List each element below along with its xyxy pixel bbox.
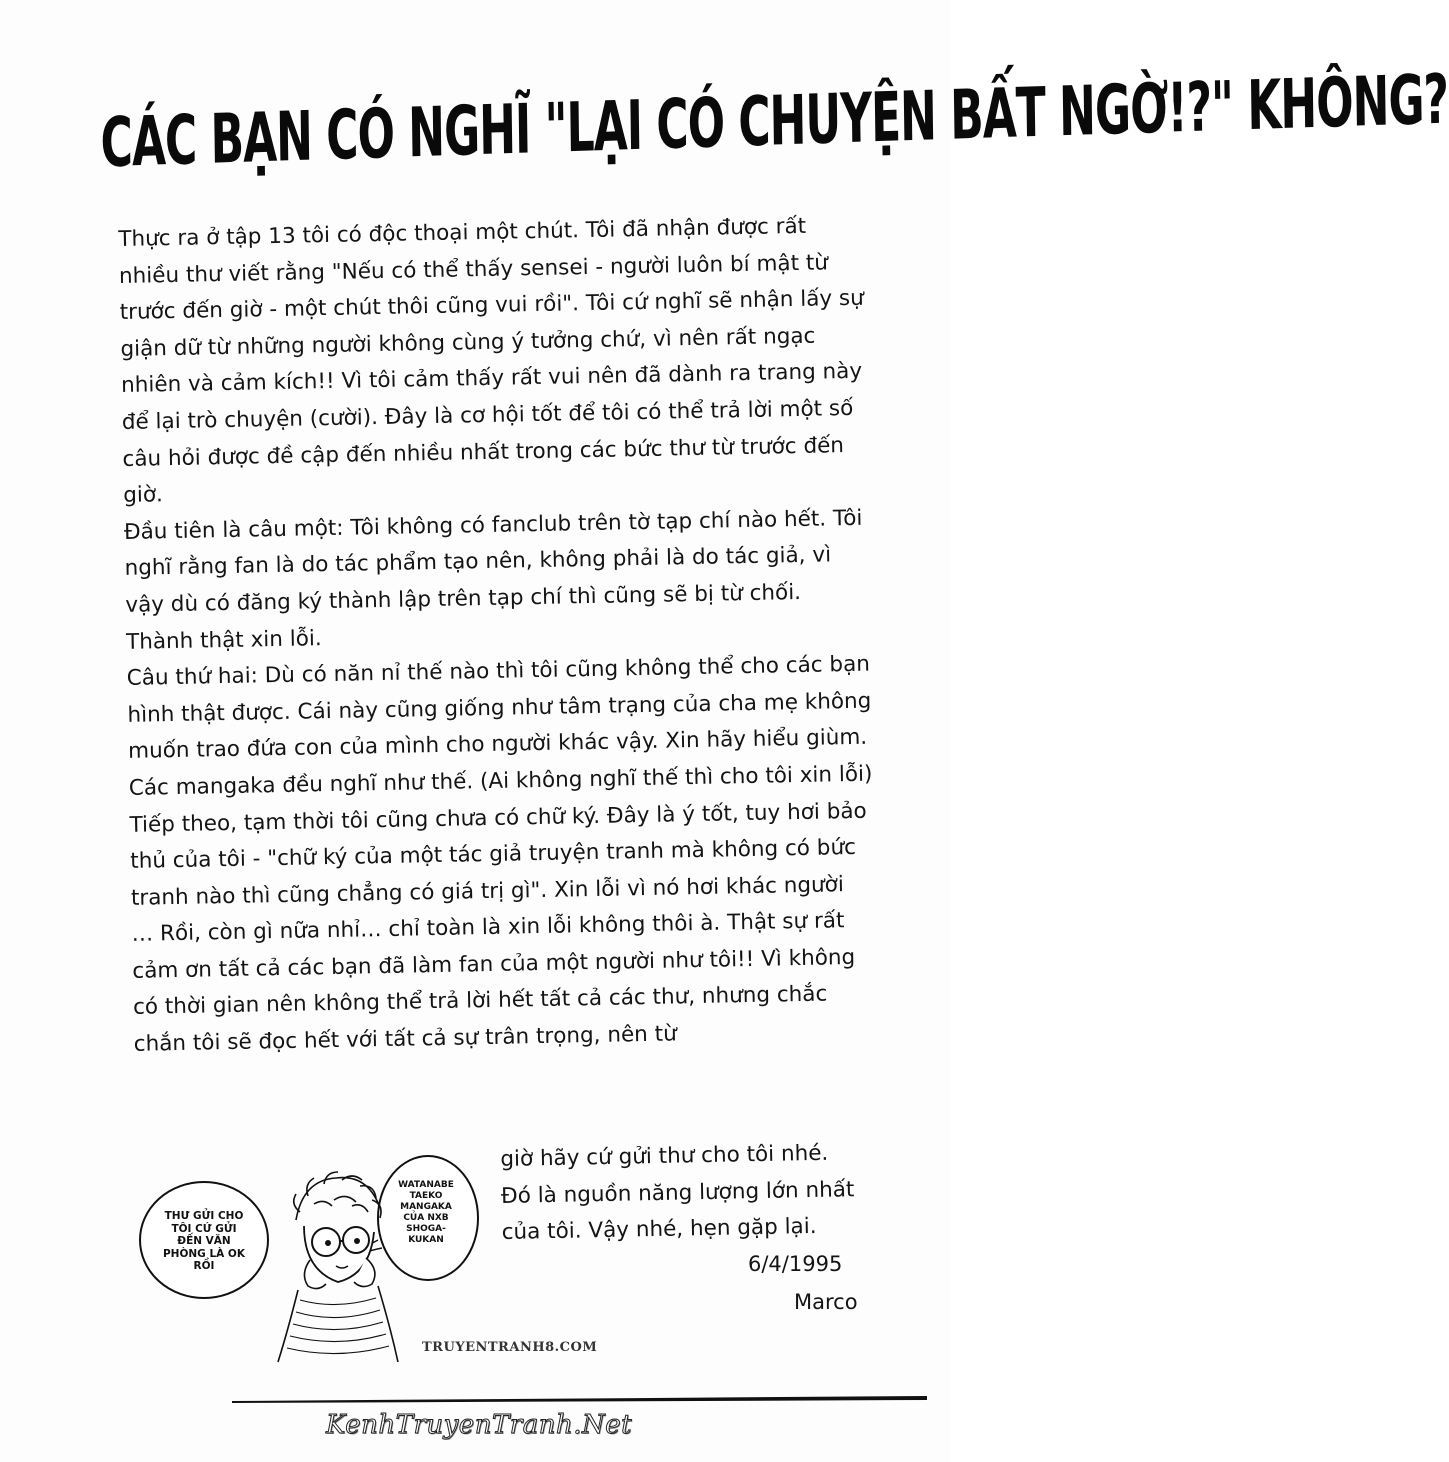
closing-line: của tôi. Vậy nhé, hẹn gặp lại. (501, 1214, 817, 1246)
paragraph-autograph: Tiếp theo, tạm thời tôi cũng chưa có chữ ký. Đây là ý tốt, tuy hơi bảo thủ của tôi - "chữ ký của một tác giả truyện tranh mà không có bức tranh nào thì cũng chẳng có giá trị gì". Xin lỗi vì nó hơi khác người (129, 798, 867, 911)
author-caricature (128, 1150, 498, 1365)
sweater-stripes (287, 1298, 389, 1354)
closing-lines (500, 1135, 882, 1252)
paragraph-photo: Câu thứ hai: Dù có năn nỉ thế nào thì tôi cũng không thể cho các bạn hình thật được. Cái này cũng giống như tâm trạng của cha mẹ không muốn trao đứa con của mình cho người khác vậy. Xin hãy hiểu giùm. Các mangaka đều nghĩ như thế. (Ai không nghĩ thế thì cho tôi xin lỗi) (126, 651, 873, 801)
speech-bubble-right-text: WATANABE TAEKO MANGAKA CỦA NXB SHOGA-KUKAN (398, 1180, 454, 1245)
page-divider (232, 1395, 927, 1403)
paragraph-intro: Thực ra ở tập 13 tôi có độc thoại một chút. Tôi đã nhận được rất nhiều thư viết rằng "Nếu có thể thấy sensei - người luôn bí mật từ trước đến giờ - một chút thôi cũng vui rồi". Tôi cứ nghĩ sẽ nhận lấy sự giận dữ từ những người không cùng ý tưởng chứ, vì nên rất ngạc nhiên và cảm kích!! Vì tôi cảm thấy rất vui nên đã dành ra trang này để lại trò chuyện (cười). Đây là cơ hội tốt để tôi có thể trả lời một số câu hỏi được đề cập đến nhiều nhất trong các bức thư từ trước đến giờ. (118, 213, 865, 509)
author-signature: Marco (794, 1290, 858, 1314)
hair-drawing (294, 1172, 381, 1220)
closing-line: giờ hãy cứ gửi thư cho tôi nhé. (500, 1140, 829, 1172)
speech-bubble-left-text: THƯ GỬI CHO TÔI CỨ GỬI ĐẾN VĂN PHÒNG LÀ OK RỒI (162, 1210, 245, 1272)
page-title: CÁC BẠN CÓ NGHĨ "LẠI CÓ CHUYỆN BẤT NGỜ!?" KHÔNG? (100, 60, 1449, 184)
closing-line: Đó là nguồn năng lượng lớn nhất (500, 1176, 855, 1209)
note-date: 6/4/1995 (748, 1252, 843, 1276)
site-watermark: TRUYENTRANH8.COM (422, 1340, 598, 1355)
author-note-body (118, 208, 882, 1064)
paragraph-fanclub: Đầu tiên là câu một: Tôi không có fanclub trên tờ tạp chí nào hết. Tôi nghĩ rằng fan là do tác phẩm tạo nên, không phải là do tác giả, vì vậy dù có đăng ký thành lập trên tạp chí thì cũng sẽ bị từ chối. Thành thật xin lỗi. (123, 505, 863, 655)
paragraph-thanks: … Rồi, còn gì nữa nhỉ… chỉ toàn là xin lỗi không thôi à. Thật sự rất cảm ơn tất cả các bạn đã làm fan của một người như tôi!! Vì không có thời gian nên không thể trả lời hết tất cả các thư, nhưng chắc chắn tôi sẽ đọc hết với tất cả sự trân trọng, nên từ (131, 908, 856, 1057)
signature-watermark: KenhTruyenTranh.Net (326, 1410, 633, 1440)
